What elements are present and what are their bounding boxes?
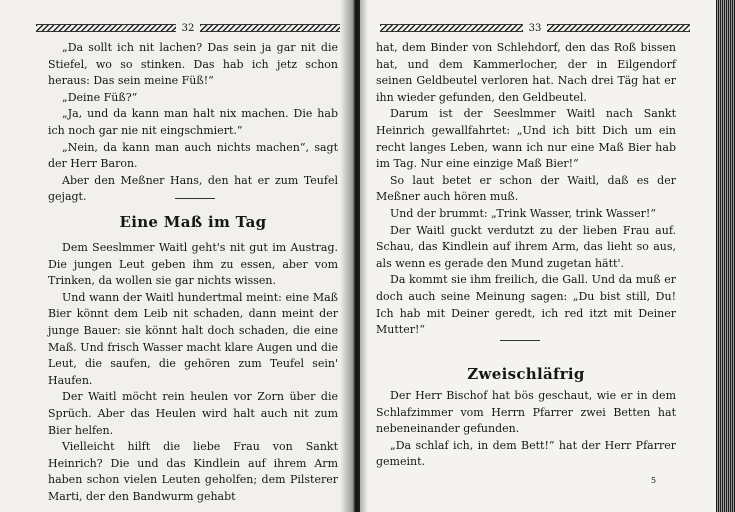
- paragraph: Der Waitl guckt verdutzt zu der lieben Frau auf. Schau, das Kindlein auf ihrem Arm, das lieht so aus, als wenn es gerade den Mund zugetan hätt'.: [376, 223, 676, 270]
- page-edges: [716, 0, 735, 512]
- section-divider: [500, 340, 540, 341]
- signature-mark: 5: [651, 476, 657, 485]
- paragraph: Dem Seeslmmer Waitl geht's nit gut im Austrag. Die jungen Leut geben ihm zu essen, aber vom Trinken, da wollen sie gar nichts wissen.: [48, 241, 338, 288]
- paragraph: Der Herr Bischof hat bös geschaut, wie er in dem Schlafzimmer vom Herrn Pfarrer zwei Betten hat nebeneinander gefunden.: [376, 389, 676, 436]
- right-page-header: [380, 22, 690, 34]
- paragraph: „Ja, und da kann man halt nix machen. Die hab ich noch gar nie nit eingschmiert.“: [48, 107, 338, 137]
- paragraph: „Nein, da kann man auch nichts machen“, sagt der Herr Baron.: [48, 140, 338, 171]
- section-title: Zweischläfrig: [467, 365, 585, 383]
- right-top-text: [376, 40, 676, 339]
- section-title: Eine Maß im Tag: [119, 213, 267, 231]
- header-ornament-left: [380, 24, 523, 32]
- right-page-number: 33: [528, 22, 542, 34]
- header-ornament-right: [200, 24, 340, 32]
- right-section-text: [376, 388, 676, 471]
- left-top-text: [48, 40, 338, 206]
- book-gutter: [340, 0, 368, 512]
- left-page-header: [36, 22, 340, 34]
- header-ornament-right: [547, 24, 690, 32]
- paragraph: So laut betet er schon der Waitl, daß es der Meßner auch hören muß.: [376, 173, 676, 204]
- paragraph: Vielleicht hilft die liebe Frau von Sankt Heinrich? Die und das Kindlein auf ihrem Arm haben schon vielen Leuten geholfen; dem Pilsterer Marti, der den Bandwurm gehabt: [48, 440, 338, 503]
- paragraph: „Da schlaf ich, in dem Bett!“ hat der Herr Pfarrer gemeint.: [376, 438, 676, 469]
- paragraph: Darum ist der Seeslmmer Waitl nach Sankt Heinrich gewallfahrtet: „Und ich bitt Dich um ein recht langes Leben, wann ich nur eine Maß Bier hab im Tag. Nur eine einzige Maß Bier!“: [376, 107, 676, 171]
- left-page: [0, 0, 356, 512]
- left-page-number: 32: [181, 22, 195, 34]
- paragraph: Aber den Meßner Hans, den hat er zum Teufel gejagt.: [48, 173, 338, 204]
- right-page: [360, 0, 716, 512]
- header-ornament-left: [36, 24, 176, 32]
- paragraph: „Da sollt ich nit lachen? Das sein ja gar nit die Stiefel, wo so stinken. Das hab ich jetz schon heraus: Das sein meine Füß!“: [48, 41, 338, 88]
- paragraph: Der Waitl möcht rein heulen vor Zorn über die Sprüch. Aber das Heulen wird halt auch nit zum Bier helfen.: [48, 390, 338, 437]
- paragraph: „Deine Füß?“: [62, 90, 138, 104]
- paragraph: Und wann der Waitl hundertmal meint: eine Maß Bier könnt dem Leib nit schaden, dann meint der junge Bauer: sie könnt halt doch schaden, die eine Maß. Und frisch Wasser macht klare Augen und die Leut, die saufen, die gehören zum Teufel sein' Haufen.: [48, 290, 338, 387]
- left-section-text: [48, 240, 338, 506]
- paragraph: Und der brummt: „Trink Wasser, trink Wasser!“: [390, 206, 656, 220]
- paragraph: hat, dem Binder von Schlehdorf, den das Roß bissen hat, und dem Kammerlocher, der in Eilgendorf seinen Geldbeutel verloren hat. Nach drei Täg hat er ihn wieder gefunden, den Geldbeutel.: [376, 41, 676, 104]
- section-divider: [175, 198, 215, 199]
- paragraph: Da kommt sie ihm freilich, die Gall. Und da muß er doch auch seine Meinung sagen: „Du bist still, Du! Ich hab mit Deiner geredt, ich red itzt mit Deiner Mutter!“: [376, 273, 676, 337]
